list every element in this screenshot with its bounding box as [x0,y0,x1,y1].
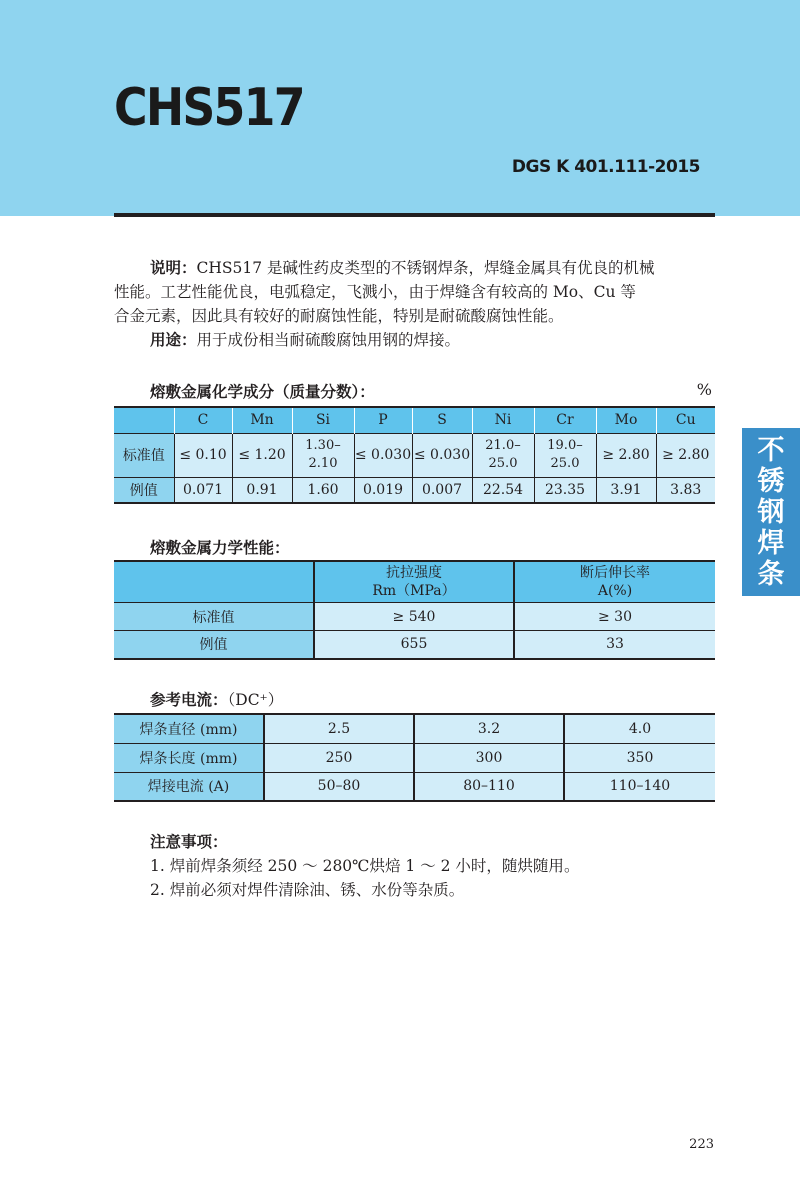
table-cell: 4.0 [564,714,715,743]
mechanical-heading: 熔敷金属力学性能： [150,539,290,557]
table-header-cell: P [354,407,412,433]
cell-line: 2.10 [308,456,338,471]
note-item: 2. 焊前必须对焊件清除油、锈、水份等杂质。 [150,881,465,899]
table-row [114,631,715,659]
tab-char: 不 [757,434,785,466]
table-cell: 250 [264,743,414,772]
note-item: 1. 焊前焊条须经 250 ～ 280℃烘焙 1 ～ 2 小时，随烘随用。 [150,857,580,875]
row-label: 焊条长度 (mm) [114,743,264,772]
cell-line: 25.0 [488,456,518,471]
section-tab [742,428,800,596]
chemistry-heading: 熔敷金属化学成分（质量分数）： [150,383,375,401]
table-cell: 300 [414,743,564,772]
current-heading-label: 参考电流： [150,691,228,709]
table-header-cell [114,561,314,603]
table-header-cell: Cu [656,407,715,433]
header-line: Rm（MPa） [372,583,456,599]
table-header-cell [114,407,174,433]
table-cell: 110–140 [564,772,715,801]
table-cell: 3.2 [414,714,564,743]
notes-heading: 注意事项： [150,833,228,851]
row-label: 例值 [114,631,314,659]
table-cell: 2.5 [264,714,414,743]
table-cell: 80–110 [414,772,564,801]
usage-label: 用途： [150,331,197,349]
table-cell: 0.91 [232,477,292,503]
table-header-cell: Cr [534,407,596,433]
tab-char: 条 [757,558,785,590]
table-header-cell: Mn [232,407,292,433]
intro-text [114,256,715,352]
description-line: 性能。工艺性能优良，电弧稳定，飞溅小，由于焊缝含有较高的 Mo、Cu 等 [114,283,636,301]
table-row [114,772,715,801]
table-cell: 0.019 [354,477,412,503]
table-row [114,743,715,772]
description-label: 说明： [150,259,197,277]
table-cell [472,433,534,477]
table-cell: 0.007 [412,477,472,503]
usage-text: 用于成份相当耐硫酸腐蚀用钢的焊接。 [196,331,461,349]
mechanical-table [114,560,715,660]
table-row [114,603,715,631]
table-cell: ≥ 30 [514,603,715,631]
table-cell: ≥ 2.80 [596,433,656,477]
table-header-cell: C [174,407,232,433]
table-cell [292,433,354,477]
row-label: 例值 [114,477,174,503]
header-line: A(%) [597,583,633,599]
cell-line: 21.0– [485,438,521,453]
table-cell: 33 [514,631,715,659]
notes-section [150,830,579,902]
current-type: （DC⁺） [227,691,284,709]
row-label: 焊条直径 (mm) [114,714,264,743]
header-rule [114,213,715,217]
page-number: 223 [689,1137,714,1152]
tab-char: 锈 [757,465,785,497]
table-cell: 0.071 [174,477,232,503]
description-line: 合金元素，因此具有较好的耐腐蚀性能，特别是耐硫酸腐蚀性能。 [114,307,564,325]
cell-line: 19.0– [547,438,583,453]
current-heading [150,688,283,710]
table-row [114,477,715,503]
table-header-cell [314,561,514,603]
table-header-cell: S [412,407,472,433]
row-label: 标准值 [114,603,314,631]
current-table [114,713,715,802]
table-cell: 22.54 [472,477,534,503]
table-cell: 1.60 [292,477,354,503]
description-line: CHS517 是碱性药皮类型的不锈钢焊条，焊缝金属具有优良的机械 [196,259,655,277]
table-cell: 50–80 [264,772,414,801]
table-header-cell [514,561,715,603]
table-cell: 350 [564,743,715,772]
table-cell: ≥ 2.80 [656,433,715,477]
table-cell: ≤ 0.030 [354,433,412,477]
table-cell: 3.83 [656,477,715,503]
tab-char: 钢 [757,496,785,528]
header-line: 断后伸长率 [580,565,650,581]
chemistry-table [114,406,715,504]
table-cell [534,433,596,477]
table-cell: 23.35 [534,477,596,503]
table-header-cell: Si [292,407,354,433]
table-cell: ≥ 540 [314,603,514,631]
table-header-cell: Ni [472,407,534,433]
table-cell: 3.91 [596,477,656,503]
table-row [114,433,715,477]
header-line: 抗拉强度 [386,565,442,581]
table-cell: ≤ 1.20 [232,433,292,477]
table-cell: 655 [314,631,514,659]
table-header-cell: Mo [596,407,656,433]
table-cell: ≤ 0.10 [174,433,232,477]
percent-unit: % [696,380,712,399]
standard-code: DGS K 401.111-2015 [511,157,700,177]
cell-line: 25.0 [550,456,580,471]
table-row [114,714,715,743]
tab-char: 焊 [757,527,785,559]
product-title: CHS517 [114,78,304,138]
cell-line: 1.30– [305,438,341,453]
table-cell: ≤ 0.030 [412,433,472,477]
row-label: 标准值 [114,433,174,477]
row-label: 焊接电流 (A) [114,772,264,801]
